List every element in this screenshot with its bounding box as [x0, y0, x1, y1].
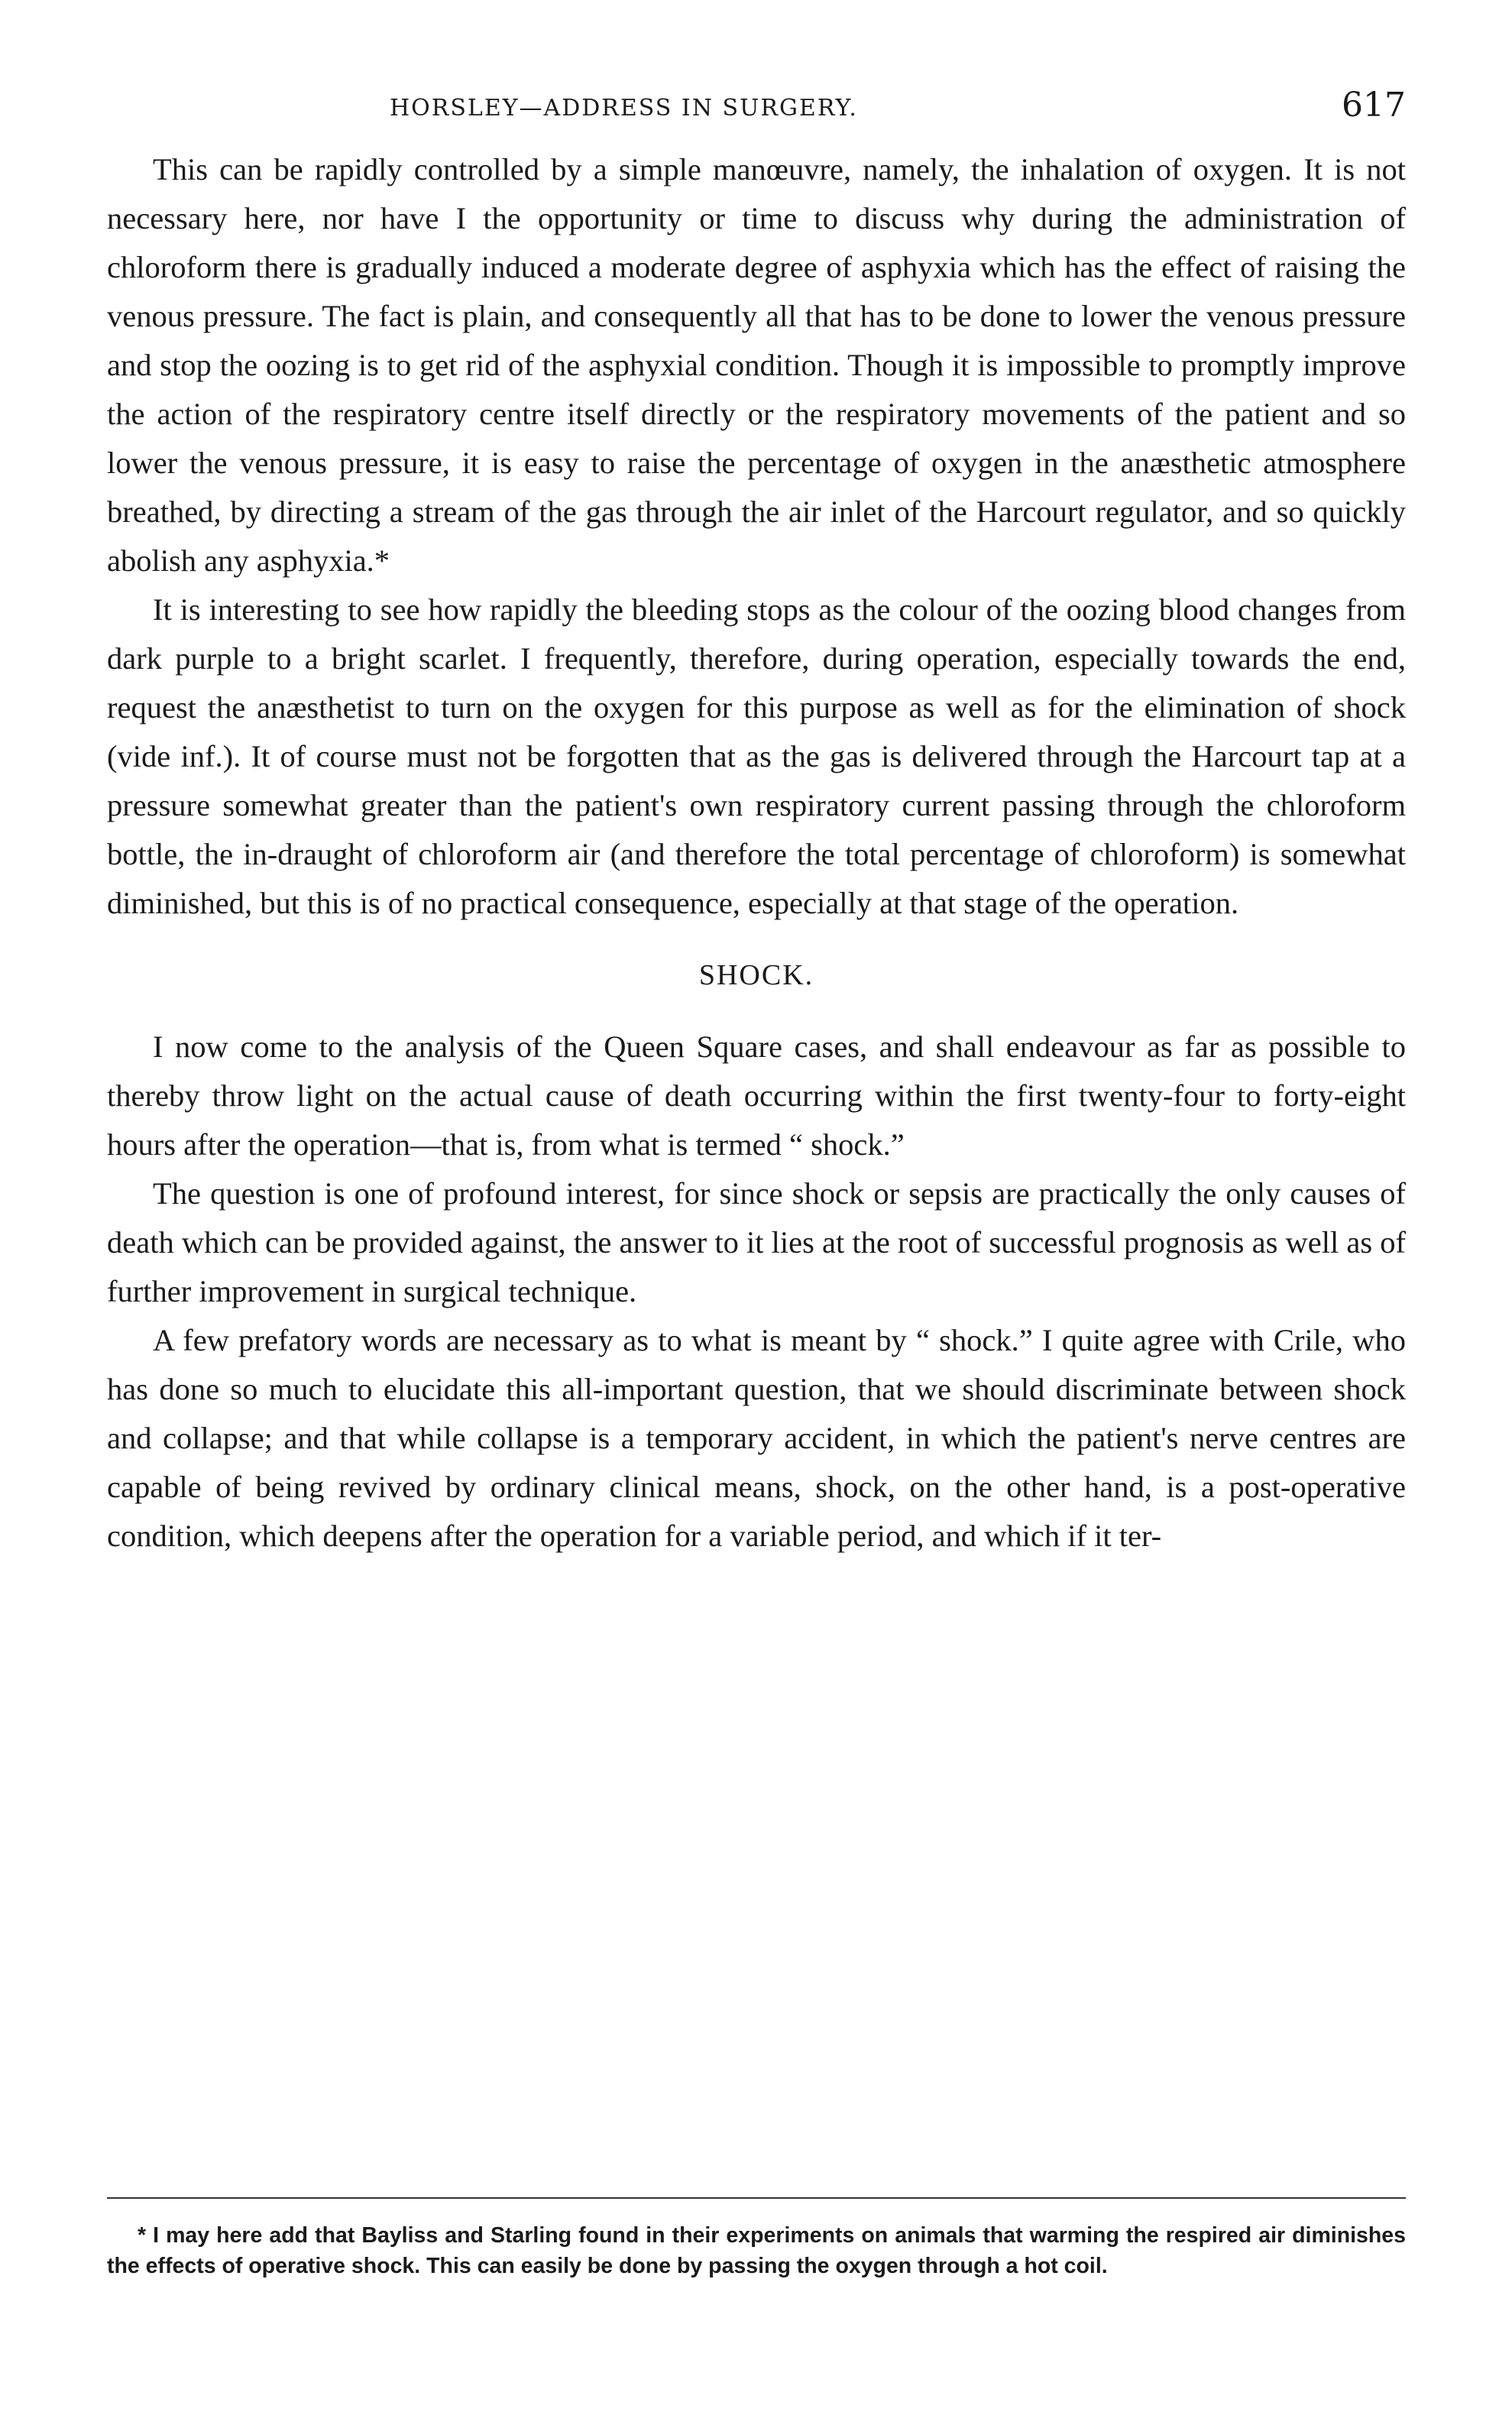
running-head: HORSLEY—ADDRESS IN SURGERY.	[390, 95, 858, 122]
footnote-divider	[107, 2197, 1406, 2199]
paragraph-prefatory-words: A few prefatory words are necessary as to what is meant by “ shock.” I quite agree with Crile, who has done so much to elucidate this all-important question, that we should discriminate between shock and collapse; and that while collapse is a temporary accident, in which the patient's nerve centres are capable of being revived by ordinary clinical means, shock, on the other hand, is a post-operative condition, which deepens after the operation for a variable period, and which if it ter-	[107, 1323, 1406, 1553]
page-number: 617	[1342, 86, 1406, 125]
section-heading-shock: SHOCK.	[698, 959, 814, 991]
paragraph-oxygen-inhalation: This can be rapidly controlled by a simple manœuvre, namely, the inhalation of oxygen. It is not necessary here, nor have I the opportunity or time to discuss why during the administration of chloroform there is gradually induced a moderate degree of asphyxia which has the effect of raising the venous pressure. The fact is plain, and consequently all that has to be done to lower the venous pressure and stop the oozing is to get rid of the asphyxial condition. Though it is impossible to promptly improve the action of the respiratory centre itself directly or the respiratory movements of the patient and so lower the venous pressure, it is easy to raise the percentage of oxygen in the anæsthetic atmosphere breathed, by directing a stream of the gas through the air inlet of the Harcourt regulator, and so quickly abolish any asphyxia.*	[107, 152, 1406, 578]
body-text	[107, 145, 1406, 1561]
paragraph-question-interest: The question is one of profound interest, for since shock or sepsis are practically the only causes of death which can be provided against, the answer to it lies at the root of successful prognosis as well as of further improvement in surgical technique.	[107, 1176, 1406, 1308]
footnote: * I may here add that Bayliss and Starling found in their experiments on animals that warming the respired air diminishes the effects of operative shock. This can easily be done by passing the oxygen through a hot coil.	[107, 2223, 1406, 2278]
paragraph-queen-square-cases: I now come to the analysis of the Queen Square cases, and shall endeavour as far as possible to thereby throw light on the actual cause of death occurring within the first twenty-four to forty-eight hours after the operation—that is, from what is termed “ shock.”	[107, 1029, 1406, 1162]
page-header	[107, 86, 1406, 139]
paragraph-bleeding-colour: It is interesting to see how rapidly the bleeding stops as the colour of the oozing blood changes from dark purple to a bright scarlet. I frequently, therefore, during operation, especially towards the end, request the anæsthetist to turn on the oxygen for this purpose as well as for the elimination of shock (vide inf.). It of course must not be forgotten that as the gas is delivered through the Harcourt tap at a pressure somewhat greater than the patient's own respiratory current passing through the chloroform bottle, the in-draught of chloroform air (and therefore the total percentage of chloroform) is somewhat diminished, but this is of no practical consequence, especially at that stage of the operation.	[107, 592, 1406, 920]
